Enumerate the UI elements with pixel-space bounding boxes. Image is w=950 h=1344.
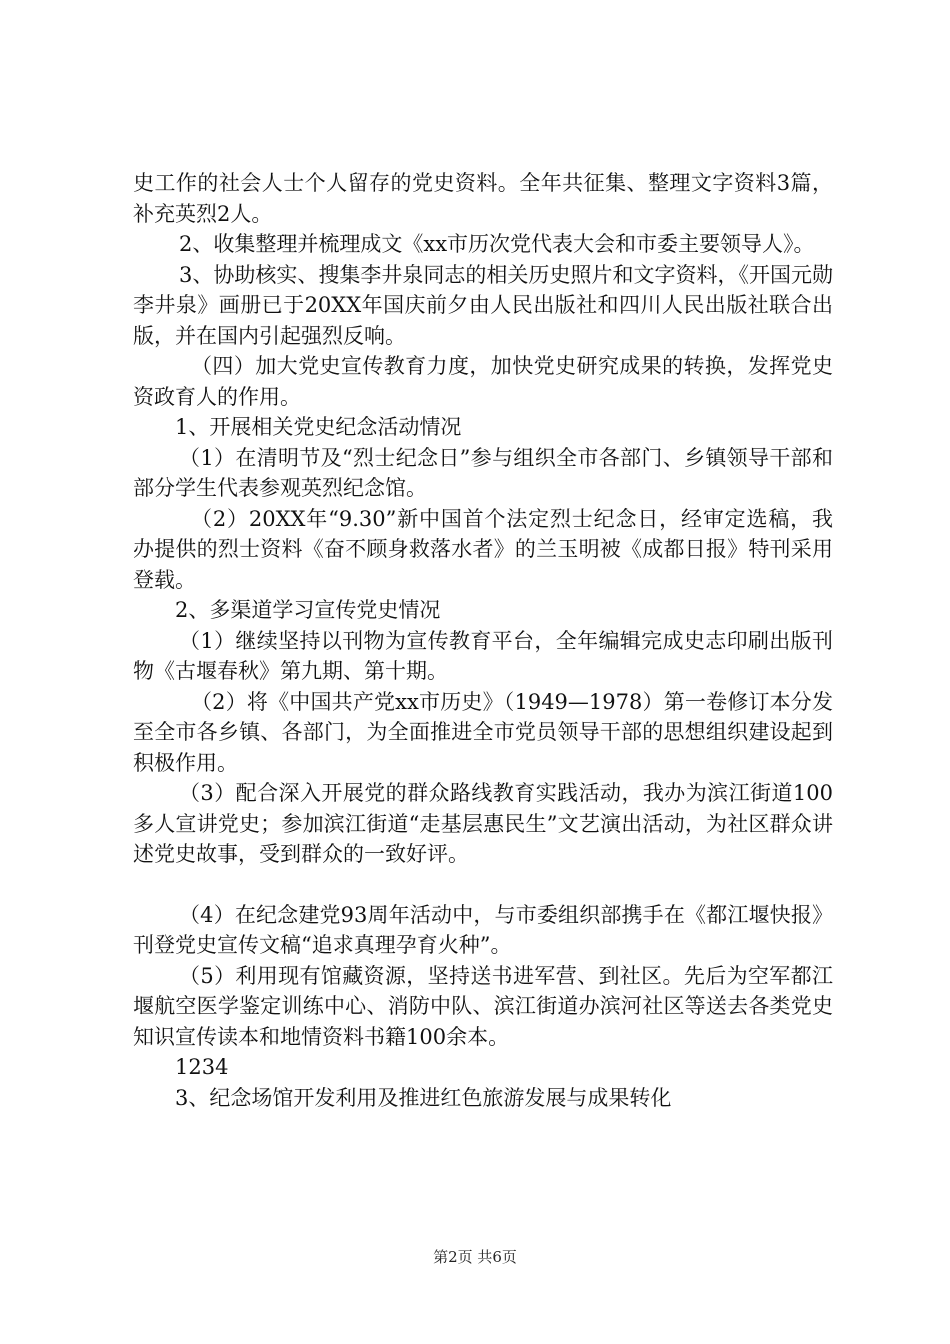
subheading-2: 2、多渠道学习宣传党史情况 xyxy=(175,598,441,622)
paragraph-item-2-2: （2）将《中国共产党xx市历史》（1949—1978）第一卷修订本分发至全市各乡镇、各部门，为全面推进全市党员领导干部的思想组织建设起到积极作用。 xyxy=(133,689,833,775)
paragraph-item-2-4: （4）在纪念建党93周年活动中，与市委组织部携手在《都江堰快报》刊登党史宣传文稿“追求真理孕育火种”。 xyxy=(133,902,833,957)
paragraph-item-1-1: （1）在清明节及“烈士纪念日”参与组织全市各部门、乡镇领导干部和部分学生代表参观英烈纪念馆。 xyxy=(133,445,833,500)
section-heading-4: （四）加大党史宣传教育力度，加快党史研究成果的转换，发挥党史资政育人的作用。 xyxy=(133,354,833,409)
paragraph-item-2-1: （1）继续坚持以刊物为宣传教育平台，全年编辑完成史志印刷出版刊物《古堰春秋》第九期、第十期。 xyxy=(133,628,833,683)
paragraph-item-2-5: （5）利用现有馆藏资源，坚持送书进军营、到社区。先后为空军都江堰航空医学鉴定训练中心、消防中队、滨江街道办滨河社区等送去各类党史知识宣传读本和地情资料书籍100余本。 xyxy=(133,963,833,1049)
paragraph-1: 史工作的社会人士个人留存的党史资料。全年共征集、整理文字资料3篇，补充英烈2人。 xyxy=(133,171,833,226)
paragraph-3: 3、协助核实、搜集李井泉同志的相关历史照片和文字资料，《开国元勋李井泉》画册已于20XX年国庆前夕由人民出版社和四川人民出版社联合出版，并在国内引起强烈反响。 xyxy=(133,262,833,348)
paragraph-item-1-2: （2）20XX年“9.30”新中国首个法定烈士纪念日，经审定选稿，我办提供的烈士资料《奋不顾身救落水者》的兰玉明被《成都日报》特刊采用登载。 xyxy=(133,506,833,592)
paragraph-item-2-3: （3）配合深入开展党的群众路线教育实践活动，我办为滨江街道100多人宣讲党史；参加滨江街道“走基层惠民生”文艺演出活动，为社区群众讲述党史故事，受到群众的一致好评。 xyxy=(133,781,833,866)
page-marker-text: 1234 xyxy=(175,1055,229,1079)
subheading-3: 3、纪念场馆开发利用及推进红色旅游发展与成果转化 xyxy=(175,1085,672,1110)
subheading-1: 1、开展相关党史纪念活动情况 xyxy=(175,415,462,439)
document-body xyxy=(133,168,833,1113)
paragraph-2: 2、收集整理并梳理成文《xx市历次党代表大会和市委主要领导人》。 xyxy=(179,232,815,256)
page-number-footer: 第2页 共6页 xyxy=(433,1248,517,1266)
